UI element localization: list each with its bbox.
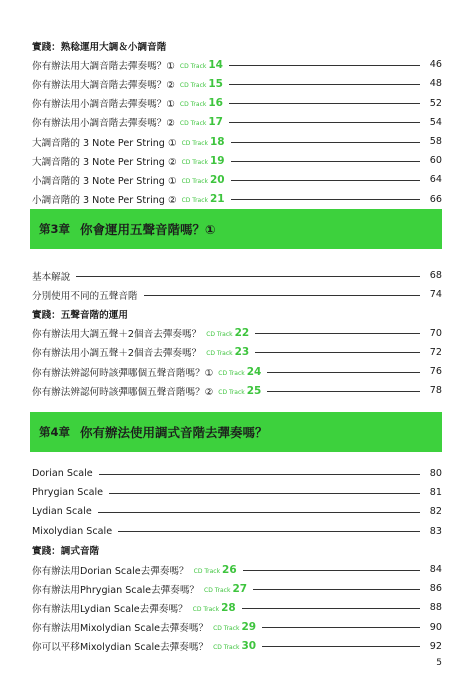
cd-track-label bbox=[206, 346, 249, 358]
leader-line bbox=[109, 493, 420, 494]
cd-track-number: 20 bbox=[209, 173, 225, 186]
leader-line bbox=[118, 531, 420, 532]
toc-entry bbox=[32, 464, 442, 483]
entry-page-number: 66 bbox=[429, 193, 442, 205]
entry-page-number: 74 bbox=[429, 289, 442, 301]
leader-line bbox=[98, 512, 420, 513]
cd-track-label bbox=[218, 385, 261, 397]
section-heading: 實踐：熟稔運用大調＆小調音階 bbox=[32, 41, 167, 53]
chapter-4-entries bbox=[32, 464, 442, 656]
cd-track-prefix: CD Track bbox=[193, 567, 221, 575]
cd-track-number: 14 bbox=[208, 58, 223, 71]
cd-track-number: 19 bbox=[209, 154, 225, 167]
cd-track-label bbox=[193, 602, 236, 614]
entry-page-number: 48 bbox=[429, 78, 442, 90]
entry-page-number: 46 bbox=[429, 59, 442, 71]
entry-page-number: 70 bbox=[429, 327, 442, 339]
entry-page-number: 92 bbox=[429, 640, 442, 652]
entry-page-number: 60 bbox=[429, 155, 442, 167]
cd-track-number: 22 bbox=[234, 327, 250, 340]
cd-track-number: 25 bbox=[246, 384, 262, 397]
toc-entry bbox=[32, 560, 442, 579]
toc-entry bbox=[32, 522, 442, 541]
entry-title: 分別使用不同的五聲音階 bbox=[32, 290, 138, 302]
leader-line bbox=[267, 372, 420, 373]
toc-entry bbox=[32, 151, 442, 170]
entry-page-number: 90 bbox=[429, 621, 442, 633]
entry-page-number: 76 bbox=[429, 366, 442, 378]
cd-track-label bbox=[218, 366, 261, 378]
leader-line bbox=[253, 589, 420, 590]
entry-title: 你有辦法用Phrygian Scale去彈奏嗎？ bbox=[32, 584, 200, 596]
leader-line bbox=[242, 608, 420, 609]
cd-track-prefix: CD Track bbox=[181, 197, 208, 205]
chapter-title: 你會運用五聲音階嗎？① bbox=[80, 222, 216, 237]
leader-line bbox=[262, 627, 420, 628]
leader-line bbox=[267, 391, 420, 392]
toc-entry bbox=[32, 343, 442, 362]
leader-line bbox=[231, 142, 420, 143]
cd-track-prefix: CD Track bbox=[218, 369, 245, 377]
toc-entry bbox=[32, 579, 442, 598]
entry-title: 你有辦法用Mixolydian Scale去彈奏嗎？ bbox=[32, 623, 209, 635]
entry-title: 你可以平移Mixolydian Scale去彈奏嗎？ bbox=[32, 642, 209, 654]
cd-track-number: 24 bbox=[246, 365, 262, 378]
cd-track-prefix: CD Track bbox=[179, 81, 207, 89]
cd-track-label bbox=[182, 174, 225, 186]
entry-title: 你有辦法用大調音階去彈奏嗎？① bbox=[32, 60, 175, 72]
cd-track-number: 28 bbox=[221, 601, 236, 614]
cd-track-number: 16 bbox=[208, 97, 223, 110]
cd-track-label bbox=[213, 640, 256, 652]
entry-title: 大調音階的 3 Note Per String ① bbox=[32, 137, 177, 149]
cd-track-prefix: CD Track bbox=[179, 120, 207, 128]
entry-page-number: 58 bbox=[429, 136, 442, 148]
entry-page-number: 68 bbox=[429, 270, 442, 282]
entry-page-number: 64 bbox=[429, 174, 442, 186]
leader-line bbox=[231, 180, 420, 181]
entry-title: Mixolydian Scale bbox=[32, 525, 113, 537]
toc-entry bbox=[32, 483, 442, 502]
cd-track-label bbox=[180, 116, 223, 128]
toc-entry bbox=[32, 502, 442, 521]
cd-track-label bbox=[180, 59, 223, 71]
leader-line bbox=[243, 570, 420, 571]
entry-title: 你有辦法用小調音階去彈奏嗎？② bbox=[32, 118, 175, 130]
leader-line bbox=[144, 295, 420, 296]
cd-track-number: 18 bbox=[209, 135, 225, 148]
cd-track-label bbox=[194, 564, 237, 576]
leader-line bbox=[229, 103, 420, 104]
entry-page-number: 88 bbox=[429, 602, 442, 614]
cd-track-prefix: CD Track bbox=[179, 62, 207, 70]
leader-line bbox=[262, 646, 420, 647]
cd-track-prefix: CD Track bbox=[179, 101, 207, 109]
cd-track-label bbox=[206, 327, 249, 339]
cd-track-label bbox=[182, 136, 225, 148]
leader-line bbox=[76, 276, 420, 277]
toc-entry bbox=[32, 113, 442, 132]
cd-track-label bbox=[213, 621, 256, 633]
cd-track-prefix: CD Track bbox=[206, 331, 233, 339]
cd-track-number: 26 bbox=[222, 563, 237, 576]
entry-title: 小調音階的 3 Note Per String ② bbox=[32, 195, 177, 207]
chapter-number: 第4章 bbox=[39, 425, 71, 439]
cd-track-prefix: CD Track bbox=[213, 644, 240, 652]
leader-line bbox=[229, 84, 420, 85]
cd-track-number: 27 bbox=[232, 582, 248, 595]
entry-title: 你有辦法辨認何時該彈哪個五聲音階嗎？② bbox=[32, 386, 214, 398]
cd-track-prefix: CD Track bbox=[206, 350, 233, 358]
entry-page-number: 78 bbox=[429, 385, 442, 397]
chapter-3-entries bbox=[32, 266, 442, 400]
page-number: 5 bbox=[436, 658, 442, 668]
cd-track-label bbox=[204, 583, 247, 595]
entry-page-number: 80 bbox=[429, 468, 442, 480]
cd-track-number: 29 bbox=[241, 621, 257, 634]
entry-title: 你有辦法辨認何時該彈哪個五聲音階嗎？① bbox=[32, 367, 214, 379]
toc-entry bbox=[32, 285, 442, 304]
cd-track-prefix: CD Track bbox=[192, 605, 220, 613]
entry-page-number: 84 bbox=[429, 564, 442, 576]
entry-page-number: 82 bbox=[429, 506, 442, 518]
toc-entry bbox=[32, 132, 442, 151]
cd-track-label bbox=[182, 193, 225, 205]
entry-page-number: 72 bbox=[429, 346, 442, 358]
chapter-title: 你有辦法使用調式音階去彈奏嗎？ bbox=[80, 425, 268, 440]
toc-entry bbox=[32, 618, 442, 637]
entry-page-number: 52 bbox=[429, 97, 442, 109]
cd-track-prefix: CD Track bbox=[181, 158, 208, 166]
cd-track-number: 17 bbox=[208, 116, 223, 129]
leader-line bbox=[229, 122, 420, 123]
toc-entry bbox=[32, 170, 442, 189]
leader-line bbox=[255, 333, 420, 334]
entry-title: 你有辦法用大調五聲＋2個音去彈奏嗎？ bbox=[32, 329, 202, 341]
chapter-number: 第3章 bbox=[39, 222, 71, 236]
toc-entry bbox=[32, 637, 442, 656]
leader-line bbox=[231, 199, 420, 200]
toc-entry bbox=[32, 598, 442, 617]
cd-track-prefix: CD Track bbox=[181, 177, 208, 185]
toc-entry bbox=[32, 381, 442, 400]
entry-title: Lydian Scale bbox=[32, 506, 92, 518]
entry-page-number: 86 bbox=[429, 583, 442, 595]
cd-track-number: 15 bbox=[208, 77, 223, 90]
entry-title: Dorian Scale bbox=[32, 468, 93, 480]
section-heading: 實踐：調式音階 bbox=[32, 546, 100, 558]
section-heading: 實踐：五聲音階的運用 bbox=[32, 309, 128, 321]
cd-track-prefix: CD Track bbox=[218, 388, 245, 396]
section-practice-major-minor bbox=[32, 36, 442, 209]
toc-entry bbox=[32, 74, 442, 93]
cd-track-label bbox=[180, 78, 223, 90]
toc-entry bbox=[32, 362, 442, 381]
entry-title: 小調音階的 3 Note Per String ① bbox=[32, 175, 177, 187]
entry-title: 你有辦法用Lydian Scale去彈奏嗎？ bbox=[32, 603, 188, 615]
entry-page-number: 81 bbox=[429, 487, 442, 499]
entry-page-number: 83 bbox=[429, 525, 442, 537]
cd-track-prefix: CD Track bbox=[181, 139, 208, 147]
cd-track-number: 23 bbox=[234, 346, 250, 359]
chapter-3-band bbox=[30, 209, 442, 249]
entry-title: 你有辦法用Dorian Scale去彈奏嗎？ bbox=[32, 565, 189, 577]
toc-entry bbox=[32, 190, 442, 209]
toc-entry bbox=[32, 266, 442, 285]
leader-line bbox=[231, 161, 420, 162]
cd-track-prefix: CD Track bbox=[204, 586, 231, 594]
entry-page-number: 54 bbox=[429, 116, 442, 128]
entry-title: Phrygian Scale bbox=[32, 487, 104, 499]
entry-title: 你有辦法用小調音階去彈奏嗎？① bbox=[32, 99, 175, 111]
cd-track-number: 30 bbox=[241, 640, 257, 653]
chapter-4-band bbox=[30, 412, 442, 452]
entry-title: 你有辦法用小調五聲＋2個音去彈奏嗎？ bbox=[32, 348, 202, 360]
toc-entry bbox=[32, 55, 442, 74]
entry-title: 大調音階的 3 Note Per String ② bbox=[32, 156, 177, 168]
cd-track-label bbox=[182, 155, 225, 167]
toc-entry bbox=[32, 94, 442, 113]
cd-track-prefix: CD Track bbox=[213, 625, 240, 633]
cd-track-number: 21 bbox=[209, 193, 225, 206]
toc-entry bbox=[32, 324, 442, 343]
leader-line bbox=[229, 65, 420, 66]
cd-track-label bbox=[180, 97, 223, 109]
entry-title: 你有辦法用大調音階去彈奏嗎？② bbox=[32, 79, 175, 91]
entry-title: 基本解說 bbox=[32, 271, 71, 283]
leader-line bbox=[255, 352, 420, 353]
leader-line bbox=[99, 474, 420, 475]
